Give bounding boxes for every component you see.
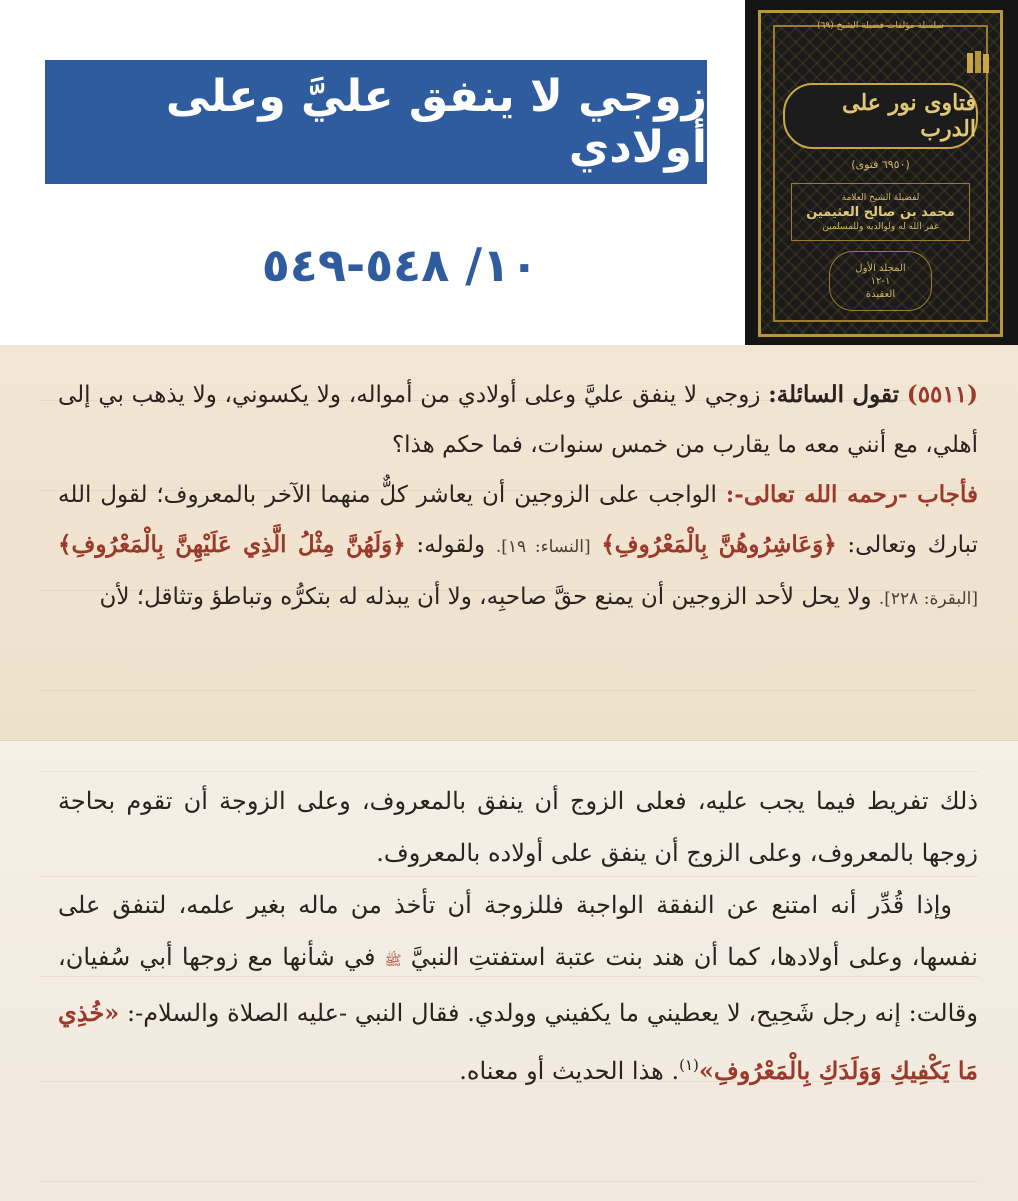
verse-reference: [النساء: ١٩]. bbox=[495, 537, 591, 557]
question-answer-text bbox=[58, 370, 978, 624]
book-title-plate bbox=[783, 83, 978, 149]
paragraph-text: ذلك تفريط فيما يجب عليه، فعلى الزوج أن ينفق بالمعروف، وعلى الزوجة أن تقوم بحاجة زوجها بالمعروف، وعلى الزوج أن ينفق على أولاده بالمعروف. bbox=[58, 787, 979, 867]
quran-verse: ﴿وَعَاشِرُوهُنَّ بِالْمَعْرُوفِ﴾ bbox=[601, 531, 837, 558]
book-volume: المجلد الأول bbox=[855, 262, 906, 274]
answer-text: ولقوله: bbox=[416, 532, 486, 558]
paragraph-text: . هذا الحديث أو معناه. bbox=[459, 1057, 680, 1085]
book-author-suffix: غفر الله له ولوالديه وللمسلمين bbox=[822, 221, 939, 232]
answer-continuation-text bbox=[58, 775, 978, 1097]
paragraph-text: في شأنها مع زوجها أبي سُفيان، وقالت: إنه رجل شَحِيح، لا يعطيني ما يكفيني وولدي. فقال النبي -عليه الصلاة والسلام-: bbox=[58, 943, 978, 1027]
title-banner bbox=[45, 60, 707, 184]
bleed-through-line bbox=[40, 771, 978, 772]
book-series: سلسلة مؤلفات فضيلة الشيخ (٦٩) bbox=[817, 21, 944, 31]
page-title: زوجي لا ينفق عليَّ وعلى أولادي bbox=[165, 71, 707, 173]
book-volume-plate bbox=[829, 251, 932, 311]
footnote-marker: (١) bbox=[679, 1056, 699, 1074]
answer-label: فأجاب -رحمه الله تعالى-: bbox=[725, 481, 979, 508]
books-icon bbox=[964, 47, 994, 77]
answer-text: ولا يحل لأحد الزوجين أن يمنع حقَّ صاحبِه، ولا أن يبذله له بتكرُّه وتباطؤ وتثاقل؛ لأن bbox=[99, 584, 872, 610]
salla-symbol: ﷺ bbox=[384, 953, 402, 969]
hadith-quote: «خُذِي مَا يَكْفِيكِ وَوَلَدَكِ بِالْمَعْرُوفِ» bbox=[58, 998, 978, 1085]
question-number: (٥٥١١) bbox=[906, 381, 978, 408]
book-volume-subject: العقيدة bbox=[865, 288, 896, 300]
book-fatwa-count: (٦٩٥٠ فتوى) bbox=[851, 158, 910, 171]
book-author-plate bbox=[791, 183, 970, 241]
quran-verse: ﴿وَلَهُنَّ مِثْلُ الَّذِي عَلَيْهِنَّ بِالْمَعْرُوفِ﴾ bbox=[58, 531, 406, 558]
paragraph-text: وإذا قُدِّر أنه امتنع عن النفقة الواجبة فللزوجة أن تأخذ من ماله بغير علمه، لتنفق على نفسها، وعلى أولادها، كما أن هند بنت عتبة استفتتِ النبيَّ bbox=[58, 891, 978, 971]
bleed-through-line bbox=[40, 690, 978, 691]
book-author-prefix: لفضيلة الشيخ العلامة bbox=[841, 192, 920, 203]
volume-page-reference: ١٠/ ٥٤٨-٥٤٩ bbox=[261, 238, 539, 292]
book-title: فتاوى نور على الدرب bbox=[842, 90, 976, 142]
bleed-through-line bbox=[40, 1181, 978, 1182]
book-cover-frame bbox=[758, 10, 1003, 337]
book-author-name: محمد بن صالح العثيمين bbox=[806, 204, 955, 220]
question-text: زوجي لا ينفق عليَّ وعلى أولادي من أمواله، ولا يكسوني، ولا يذهب بي إلى أهلي، مع أنني معه ما يقارب من خمس سنوات، فما حكم هذا؟ bbox=[58, 382, 978, 458]
book-volume-range: ١-١٢ bbox=[870, 275, 891, 287]
verse-reference: [البقرة: ٢٢٨]. bbox=[878, 589, 978, 609]
question-label: تقول السائلة: bbox=[768, 381, 900, 408]
book-cover bbox=[745, 0, 1018, 345]
answer-text: الواجب على الزوجين أن يعاشر كلٌّ منهما الآخر بالمعروف؛ لقول الله تبارك وتعالى: bbox=[58, 482, 978, 558]
